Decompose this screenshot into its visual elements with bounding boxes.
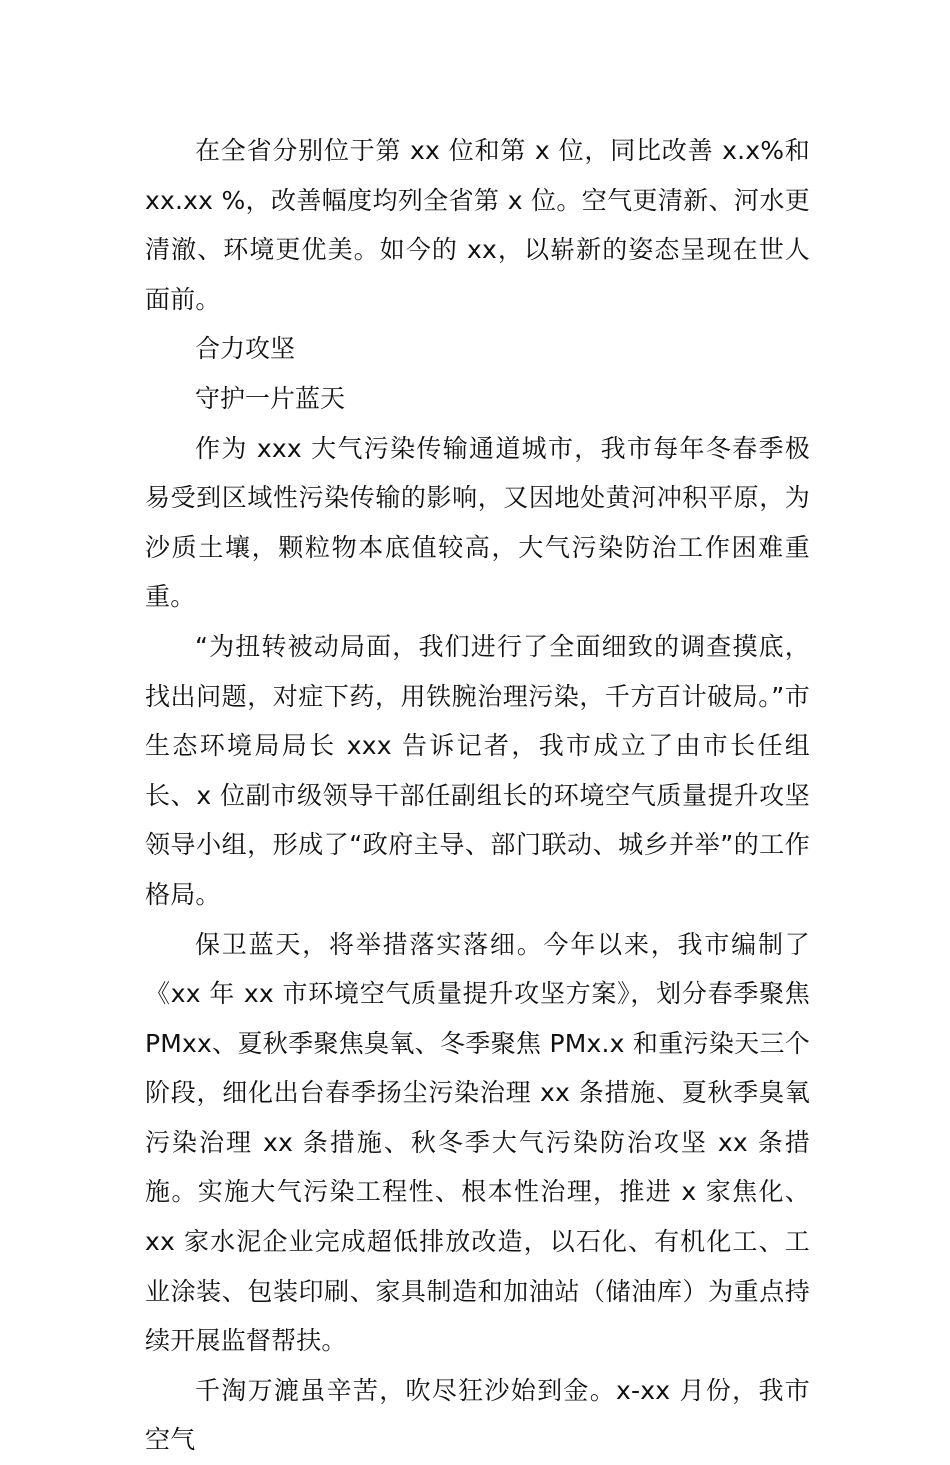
section-heading-joint-effort: 合力攻坚: [195, 334, 296, 364]
section-subheading-blue-sky: 守护一片蓝天: [195, 383, 346, 413]
paragraph-measures: 保卫蓝天，将举措落实落细。今年以来，我市编制了《xx 年 xx 市环境空气质量提升攻坚方案》，划分春季聚焦 PMxx、夏秋季聚焦臭氧、冬季聚焦 PMx.x 和重污染天三个阶段，细化出台春季扬尘污染治理 xx 条措施、夏秋季臭氧污染治理 xx 条措施、秋冬季大气污染防治攻坚 xx 条措施。实施大气污染工程性、根本性治理，推进 x 家焦化、xx 家水泥企业完成超低排放改造，以石化、有机化工、工业涂装、包装印刷、家具制造和加油站（储油库）为重点持续开展监督帮扶。: [145, 929, 810, 1356]
paragraph-director-quote: “为扭转被动局面，我们进行了全面细致的调查摸底，找出问题，对症下药，用铁腕治理污染，千方百计破局。”市生态环境局局长 xxx 告诉记者，我市成立了由市长任组长、x 位副市级领导干部任副组长的环境空气质量提升攻坚领导小组，形成了“政府主导、部门联动、城乡并举”的工作格局。: [145, 631, 810, 909]
paragraph-results: 千淘万漉虽辛苦，吹尽狂沙始到金。x-xx 月份，我市空气: [145, 1375, 810, 1455]
paragraph-pollution-channel: 作为 xxx 大气污染传输通道城市，我市每年冬春季极易受到区域性污染传输的影响，又因地处黄河冲积平原，为沙质土壤，颗粒物本底值较高，大气污染防治工作困难重重。: [145, 433, 810, 612]
document-page: [145, 126, 810, 1465]
paragraph-air-quality-ranking: 在全省分别位于第 xx 位和第 x 位，同比改善 x.x%和 xx.xx %，改善幅度均列全省第 x 位。空气更清新、河水更清澈、环境更优美。如今的 xx，以崭新的姿态呈现在世人面前。: [145, 136, 810, 314]
